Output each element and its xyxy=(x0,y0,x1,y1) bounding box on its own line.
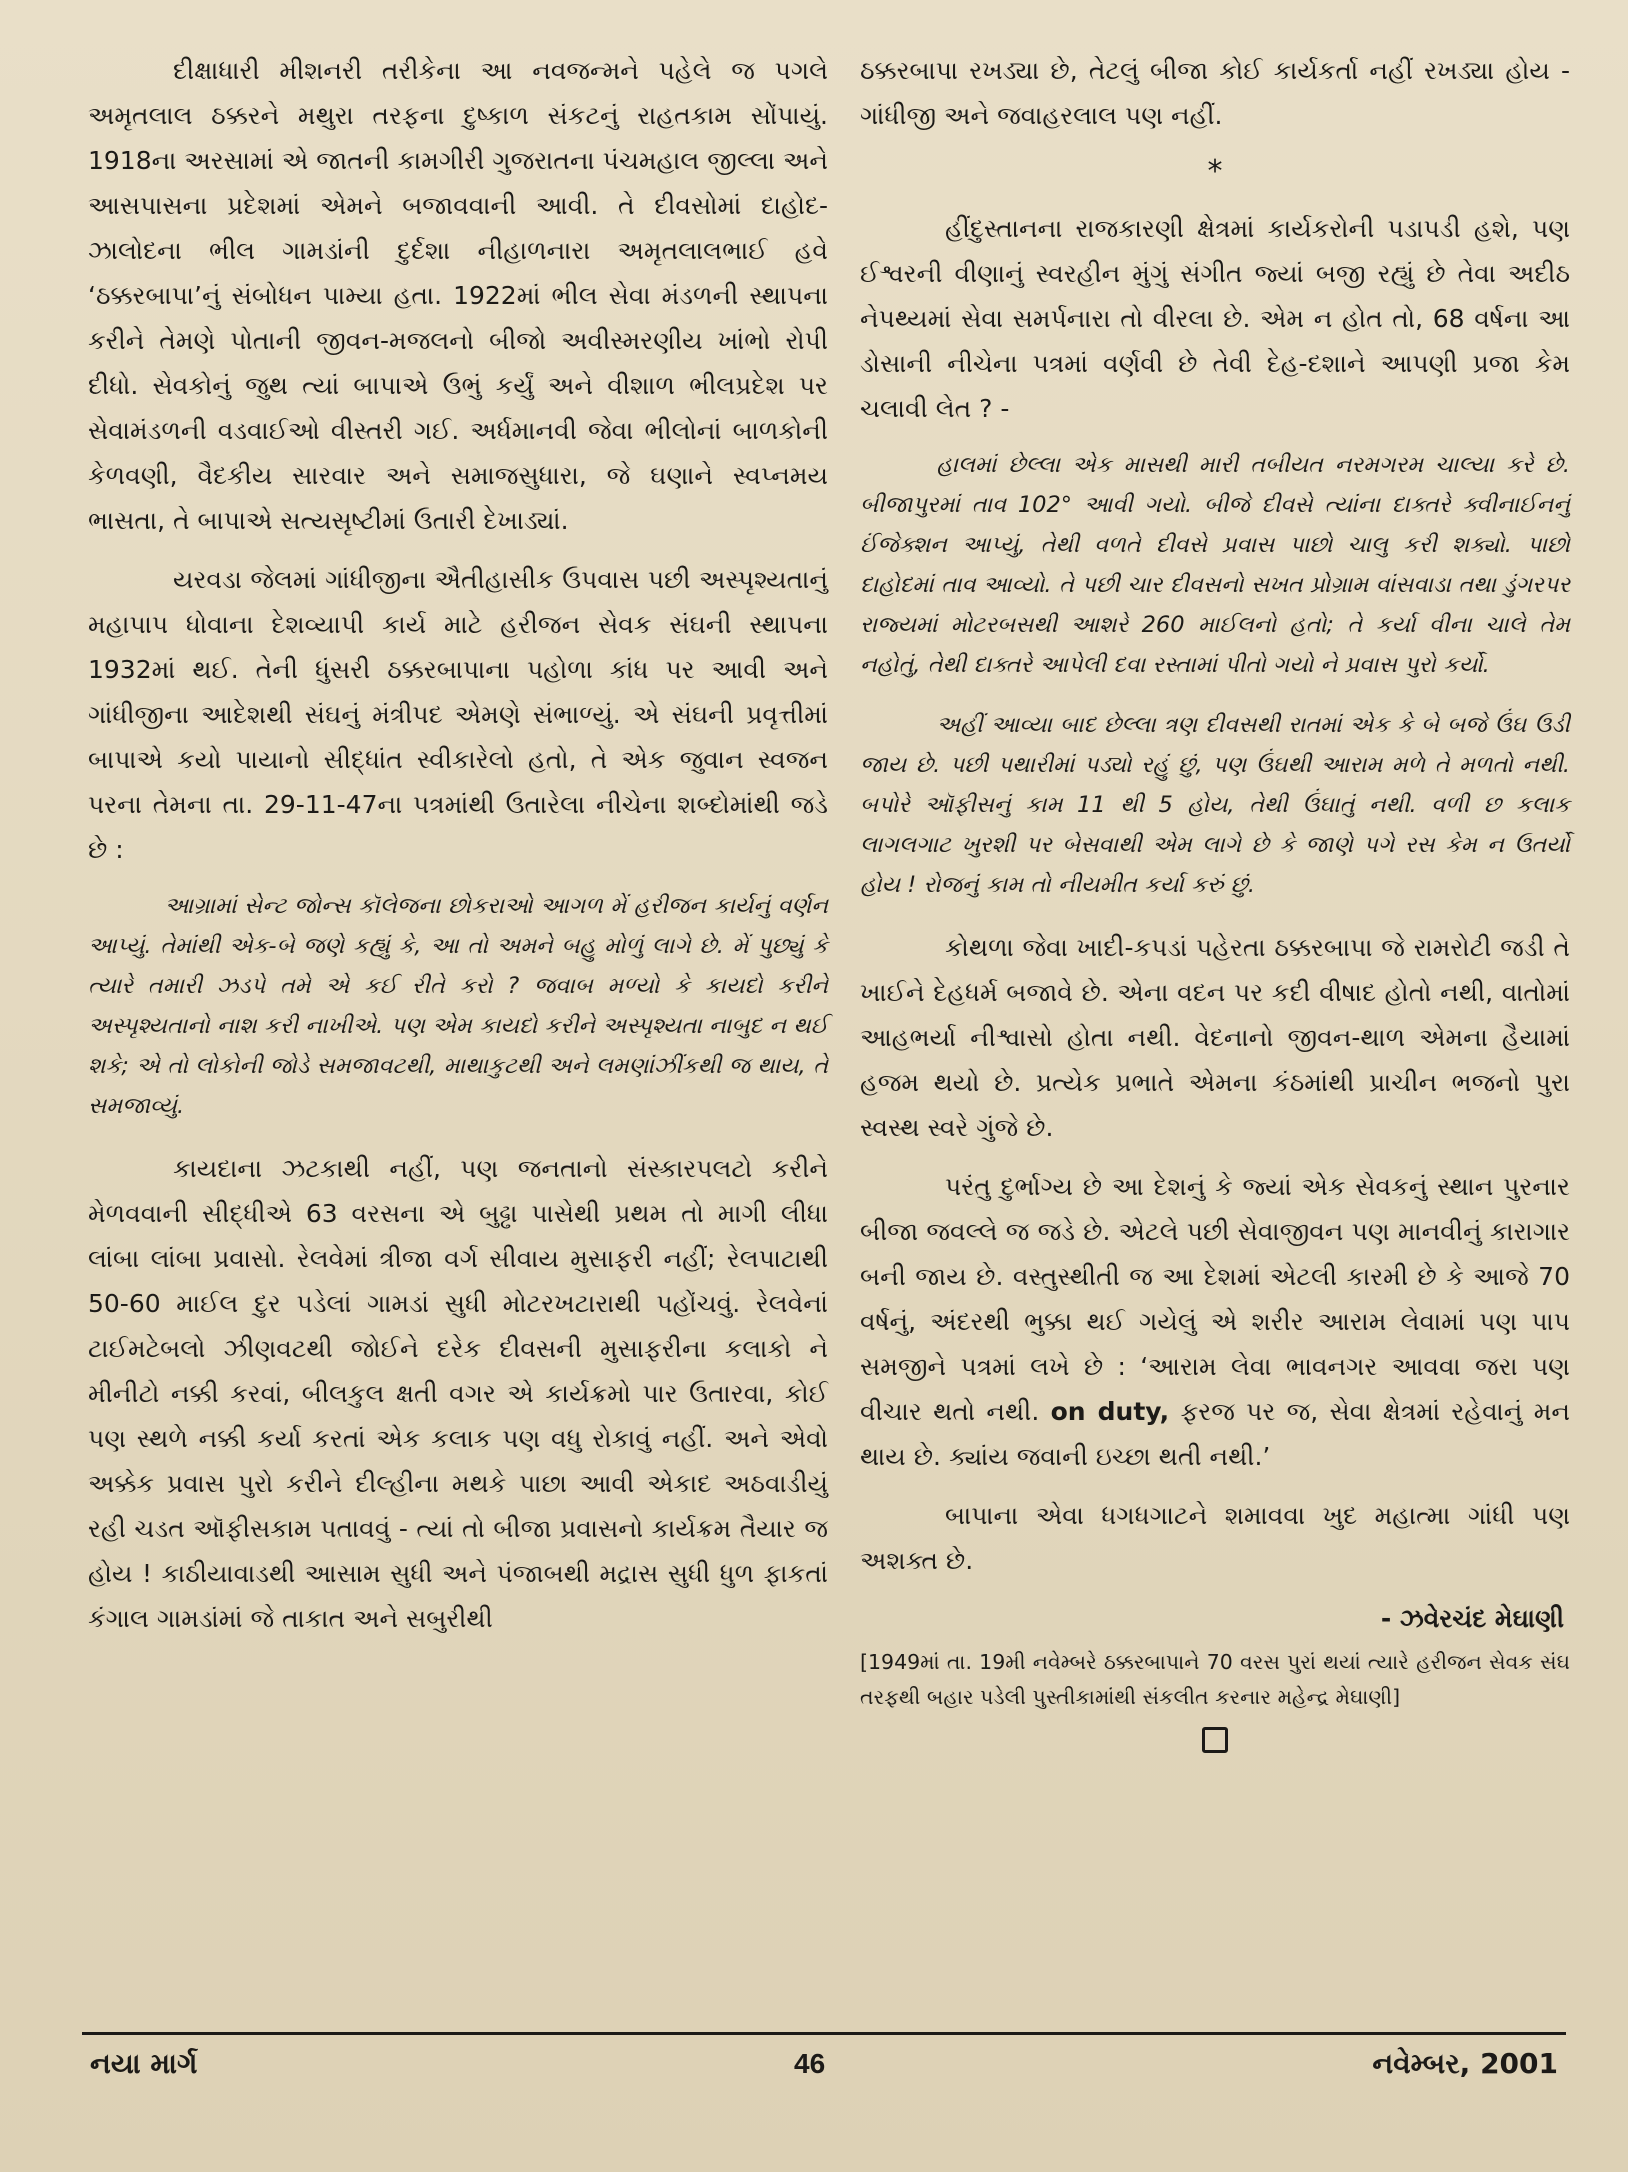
body-paragraph xyxy=(860,1164,1570,1479)
section-separator-icon: * xyxy=(1207,154,1223,189)
body-paragraph: કાયદાના ઝટકાથી નહીં, પણ જનતાનો સંસ્કારપલટો કરીને મેળવવાની સીદ્ધીએ 63 વરસના એ બુઢ્ઢા પાસેથી પ્રથમ તો માગી લીધા લાંબા લાંબા પ્રવાસો. રેલવેમાં ત્રીજા વર્ગ સીવાય મુસાફરી નહીં; રેલપાટાથી 50-60 માઈલ દુર પડેલાં ગામડાં સુધી મોટરખટારાથી પહોંચવું. રેલવેનાં ટાઈમટેબલો ઝીણવટથી જોઈને દરેક દીવસની મુસાફરીના કલાકો ને મીનીટો નક્કી કરવાં, બીલકુલ ક્ષતી વગર એ કાર્યક્રમો પાર ઉતારવા, કોઈ પણ સ્થળે નક્કી કર્યા કરતાં એક કલાક પણ વધુ રોકાવું નહીં. અને એવો અક્કેક પ્રવાસ પુરો કરીને દીલ્હીના મથકે પાછા આવી એકાદ અઠવાડીયું રહી ચડત ઑફીસકામ પતાવવું - ત્યાં તો બીજા પ્રવાસનો કાર્યક્રમ તૈયાર જ હોય ! કાઠીયાવાડથી આસામ સુધી અને પંજાબથી મદ્રાસ સુધી ધુળ ફાકતાં કંગાલ ગામડાંમાં જે તાકાત અને સબુરીથી xyxy=(88,1154,828,1633)
quoted-letter: અહીં આવ્યા બાદ છેલ્લા ત્રણ દીવસથી રાતમાં એક કે બે બજે ઉંઘ ઉડી જાય છે. પછી પથારીમાં પડ્યો રહું છું, પણ ઉંઘથી આરામ મળે તે મળતો નથી. બપોરે ઑફીસનું કામ 11 થી 5 હોય, તેથી ઉંઘાતું નથી. વળી છ કલાક લાગલગાટ ખુરશી પર બેસવાથી એમ લાગે છે કે જાણે પગે રસ કેમ ન ઉતર્યો હોય ! રોજનું કામ તો નીયમીત કર્યા કરું છું. xyxy=(860,712,1570,898)
body-text: પરંતુ દુર્ભાગ્ય છે આ દેશનું કે જ્યાં એક સેવકનું સ્થાન પુરનાર બીજા જવલ્લે જ જડે છે. એટલે પછી સેવાજીવન પણ માનવીનું કારાગાર બની જાય છે. વસ્તુસ્થીતી જ આ દેશમાં એટલી કારમી છે કે આજે 70 વર્ષનું, અંદરથી ભુક્કા થઈ ગયેલું એ શરીર આરામ લેવામાં પણ પાપ સમજીને પત્રમાં લખે છે : ‘આરામ લેવા ભાવનગર આવવા જરા પણ વીચાર થતો નથી. xyxy=(860,1172,1570,1426)
quoted-letter: આગ્રામાં સેન્ટ જોન્સ કૉલેજના છોકરાઓ આગળ મેં હરીજન કાર્યનું વર્ણન આપ્યું. તેમાંથી એક-બે જણે કહ્યું કે, આ તો અમને બહુ મોળું લાગે છે. મેં પુછ્યું કે ત્યારે તમારી ઝડપે તમે એ કઈ રીતે કરો ? જવાબ મળ્યો કે કાયદો કરીને અસ્પૃશ્યતાનો નાશ કરી નાખીએ. પણ એમ કાયદો કરીને અસ્પૃશ્યતા નાબુદ ન થઈ શકે; એ તો લોકોની જોડે સમજાવટથી, માથાકુટથી અને લમણાંઝીંકથી જ થાય, તે સમજાવ્યું. xyxy=(88,893,828,1119)
hollow-square-icon xyxy=(1202,1727,1228,1753)
editor-note: [1949માં તા. 19મી નવેમ્બરે ઠક્કરબાપાને 70 વરસ પુરાં થયાં ત્યારે હરીજન સેવક સંઘ તરફથી બહાર પડેલી પુસ્તીકામાંથી સંકલીત કરનાર મહેન્દ્ર મેઘાણી] xyxy=(860,1650,1570,1709)
body-paragraph-continuation: ઠક્કરબાપા રખડ્યા છે, તેટલું બીજા કોઈ કાર્યકર્તા નહીં રખડ્યા હોય - ગાંધીજી અને જવાહરલાલ પણ નહીં. xyxy=(860,56,1570,130)
body-paragraph: યરવડા જેલમાં ગાંધીજીના ઐતીહાસીક ઉપવાસ પછી અસ્પૃશ્યતાનું મહાપાપ ધોવાના દેશવ્યાપી કાર્ય માટે હરીજન સેવક સંઘની સ્થાપના 1932માં થઈ. તેની ધુંસરી ઠક્કરબાપાના પહોળા કાંધ પર આવી અને ગાંધીજીના આદેશથી સંઘનું મંત્રીપદ એમણે સંભાળ્યું. એ સંઘની પ્રવૃત્તીમાં બાપાએ કયો પાયાનો સીદ્ધાંત સ્વીકારેલો હતો, તે એક જુવાન સ્વજન પરના તેમના તા. 29-11-47ના પત્રમાંથી ઉતારેલા નીચેના શબ્દોમાંથી જડે છે : xyxy=(88,565,828,864)
author-signature: - ઝવેરચંદ મેઘાણી xyxy=(1380,1604,1564,1633)
footer-divider xyxy=(82,2032,1566,2035)
magazine-name: નયા માર્ગ xyxy=(90,2047,198,2080)
body-paragraph: બાપાના એવા ધગધગાટને શમાવવા ખુદ મહાત્મા ગાંધી પણ અશક્ત છે. xyxy=(860,1501,1570,1575)
left-column xyxy=(88,48,828,1655)
quoted-letter: હાલમાં છેલ્લા એક માસથી મારી તબીયત નરમગરમ ચાલ્યા કરે છે. બીજાપુરમાં તાવ 102° આવી ગયો. બીજે દીવસે ત્યાંના દાક્તરે ક્વીનાઈનનું ઈંજેક્શન આપ્યું, તેથી વળતે દીવસે પ્રવાસ પાછો ચાલુ કરી શક્યો. પાછો દાહોદમાં તાવ આવ્યો. તે પછી ચાર દીવસનો સખત પ્રોગ્રામ વાંસવાડા તથા ડુંગરપર રાજ્યમાં મોટરબસથી આશરે 260 માઈલનો હતો; તે કર્યા વીના ચાલે તેમ નહોતું, તેથી દાક્તરે આપેલી દવા રસ્તામાં પીતો ગયો ને પ્રવાસ પુરો કર્યો. xyxy=(860,452,1570,678)
body-paragraph: કોથળા જેવા ખાદી-કપડાં પહેરતા ઠક્કરબાપા જે રામરોટી જડી તે ખાઈને દેહધર્મ બજાવે છે. એના વદન પર કદી વીષાદ હોતો નથી, વાતોમાં આહભર્યા નીશ્વાસો હોતા નથી. વેદનાનો જીવન-થાળ એમના હૈયામાં હજમ થયો છે. પ્રત્યેક પ્રભાતે એમના કંઠમાંથી પ્રાચીન ભજનો પુરા સ્વસ્થ સ્વરે ગુંજે છે. xyxy=(860,933,1570,1142)
body-paragraph: દીક્ષાધારી મીશનરી તરીકેના આ નવજન્મને પહેલે જ પગલે અમૃતલાલ ઠક્કરને મથુરા તરફના દુષ્કાળ સંકટનું રાહતકામ સોંપાયું. 1918ના અરસામાં એ જાતની કામગીરી ગુજરાતના પંચમહાલ જીલ્લા અને આસપાસના પ્રદેશમાં એમને બજાવવાની આવી. તે દીવસોમાં દાહોદ-ઝાલોદના ભીલ ગામડાંની દુર્દશા નીહાળનારા અમૃતલાલભાઈ હવે ‘ઠક્કરબાપા’નું સંબોધન પામ્યા હતા. 1922માં ભીલ સેવા મંડળની સ્થાપના કરીને તેમણે પોતાની જીવન-મજલનો બીજો અવીસ્મરણીય ખાંભો રોપી દીધો. સેવકોનું જુથ ત્યાં બાપાએ ઉભું કર્યું અને વીશાળ ભીલપ્રદેશ પર સેવામંડળની વડવાઈઓ વીસ્તરી ગઈ. અર્ધમાનવી જેવા ભીલોનાં બાળકોની કેળવણી, વૈદકીય સારવાર અને સમાજસુધારા, જે ઘણાને સ્વપ્નમય ભાસતા, તે બાપાએ સત્યસૃષ્ટીમાં ઉતારી દેખાડ્યાં. xyxy=(88,56,828,535)
right-column xyxy=(860,48,1570,1757)
page-number: 46 xyxy=(794,2048,826,2079)
end-mark xyxy=(860,1727,1570,1757)
body-paragraph: હીંદુસ્તાનના રાજકારણી ક્ષેત્રમાં કાર્યકરોની પડાપડી હશે, પણ ઈશ્વરની વીણાનું સ્વરહીન મુંગું સંગીત જ્યાં બજી રહ્યું છે તેવા અદીઠ નેપથ્યમાં સેવા સમર્પનારા તો વીરલા છે. એમ ન હોત તો, 68 વર્ષના આ ડોસાની નીચેના પત્રમાં વર્ણવી છે તેવી દેહ-દશાને આપણી પ્રજા કેમ ચલાવી લેત ? - xyxy=(860,214,1570,423)
issue-date: નવેમ્બર, 2001 xyxy=(1372,2047,1558,2080)
bold-english-phrase: on duty, xyxy=(1050,1397,1170,1426)
body-text: ફરજ પર જ, સેવા ક્ષેત્રમાં રહેવાનું મન થાય છે. ક્યાંય જવાની ઇચ્છા થતી નથી.’ xyxy=(860,1397,1570,1471)
